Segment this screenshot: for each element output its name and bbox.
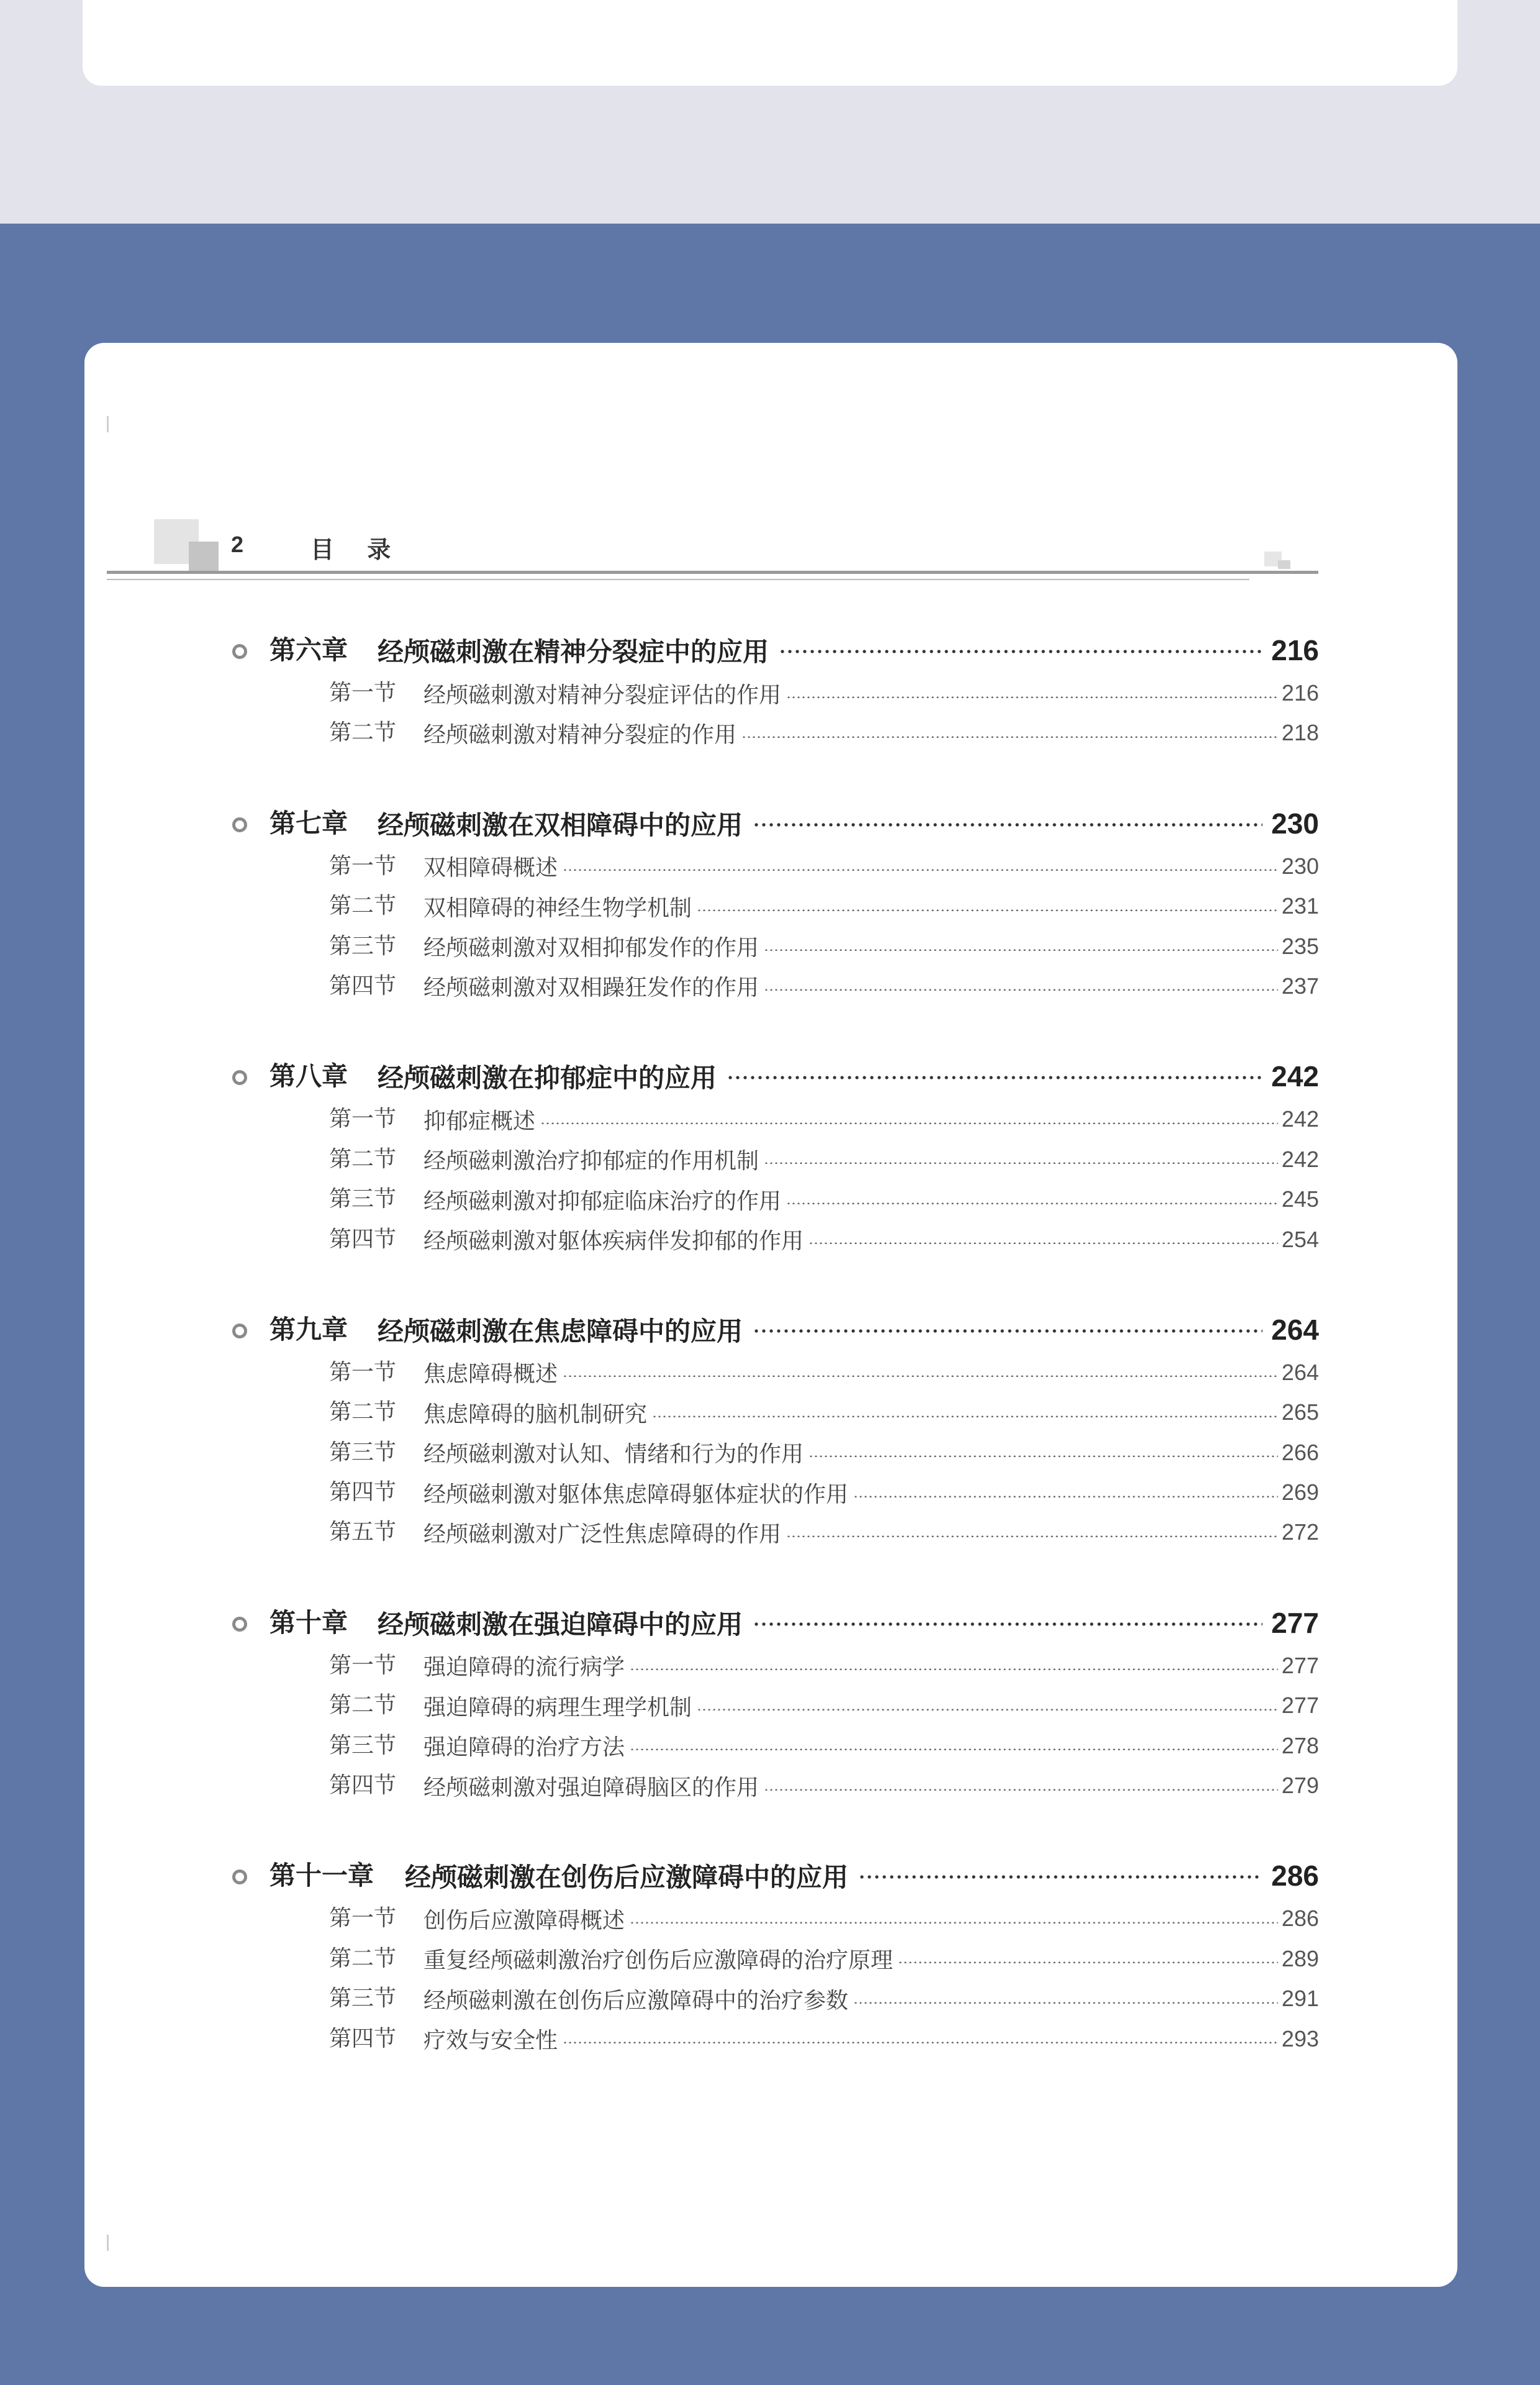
section-title: 经颅磁刺激对广泛性焦虑障碍的作用 <box>424 1521 782 1547</box>
chapter-heading-row[interactable] <box>233 1853 1319 1899</box>
section-title-line <box>424 2019 1319 2059</box>
section-number: 第一节 <box>329 1652 397 1678</box>
section-title: 疗效与安全性 <box>424 2028 558 2054</box>
section-row[interactable] <box>233 966 1319 1006</box>
section-title-line <box>424 1433 1319 1473</box>
section-title: 经颅磁刺激对双相抑郁发作的作用 <box>424 935 759 961</box>
section-row[interactable] <box>233 1686 1319 1725</box>
section-row[interactable] <box>233 1726 1319 1766</box>
section-dot-leader <box>853 2002 1278 2004</box>
section-number: 第四节 <box>329 973 397 999</box>
section-dot-leader <box>630 1922 1278 1924</box>
chapter-heading-row[interactable] <box>233 801 1319 847</box>
chapter-title-line <box>378 627 1319 673</box>
table-of-contents <box>233 627 1319 2106</box>
section-title-line <box>424 1899 1319 1938</box>
section-dot-leader <box>764 1789 1278 1791</box>
section-title: 经颅磁刺激在创伤后应激障碍中的治疗参数 <box>424 1988 849 2014</box>
section-number: 第三节 <box>329 1732 397 1758</box>
chapter-title-line <box>378 1600 1319 1646</box>
header-decor-right-small <box>1278 560 1290 569</box>
section-row[interactable] <box>233 927 1319 966</box>
section-dot-leader <box>741 736 1278 738</box>
section-row[interactable] <box>233 1220 1319 1260</box>
section-number: 第四节 <box>329 1479 397 1506</box>
section-row[interactable] <box>233 1766 1319 1806</box>
section-title-line <box>424 886 1319 926</box>
chapter-bullet-icon <box>232 1869 247 1884</box>
toc-chapter <box>233 1600 1319 1806</box>
section-number: 第三节 <box>329 1439 397 1465</box>
section-row[interactable] <box>233 1433 1319 1473</box>
chapter-number: 第十一章 <box>270 1860 374 1891</box>
section-row[interactable] <box>233 847 1319 886</box>
section-title-line <box>424 966 1319 1006</box>
section-title-line <box>424 1140 1319 1179</box>
section-dot-leader <box>786 1535 1278 1537</box>
section-row[interactable] <box>233 1899 1319 1938</box>
toc-chapter <box>233 1307 1319 1553</box>
section-dot-leader <box>764 1162 1278 1164</box>
section-dot-leader <box>540 1122 1278 1124</box>
section-title: 经颅磁刺激对躯体疾病伴发抑郁的作用 <box>424 1229 804 1255</box>
chapter-title: 经颅磁刺激在双相障碍中的应用 <box>378 809 743 840</box>
chapter-dot-leader <box>753 823 1262 827</box>
section-number: 第三节 <box>329 1986 397 2012</box>
section-dot-leader <box>764 949 1278 951</box>
section-page-number: 242 <box>1281 1106 1319 1132</box>
section-title: 双相障碍的神经生物学机制 <box>424 895 692 921</box>
section-page-number: 269 <box>1281 1479 1319 1506</box>
chapter-page-number: 230 <box>1271 807 1319 840</box>
chapter-title: 经颅磁刺激在焦虑障碍中的应用 <box>378 1315 743 1347</box>
chapter-number: 第九章 <box>270 1314 348 1345</box>
section-title: 强迫障碍的流行病学 <box>424 1655 625 1681</box>
chapter-number: 第十章 <box>270 1607 348 1638</box>
crop-mark-bottom <box>107 2235 109 2251</box>
crop-mark-top <box>107 416 109 432</box>
section-row[interactable] <box>233 673 1319 713</box>
section-title-line <box>424 1392 1319 1432</box>
section-page-number: 245 <box>1281 1186 1319 1212</box>
section-title: 经颅磁刺激对强迫障碍脑区的作用 <box>424 1774 759 1801</box>
section-title: 创伤后应激障碍概述 <box>424 1907 625 1933</box>
section-title: 经颅磁刺激对躯体焦虑障碍躯体症状的作用 <box>424 1481 849 1507</box>
section-title: 强迫障碍的病理生理学机制 <box>424 1694 692 1720</box>
section-number: 第一节 <box>329 853 397 879</box>
section-row[interactable] <box>233 713 1319 753</box>
chapter-page-number: 216 <box>1271 634 1319 666</box>
section-title-line <box>424 1686 1319 1725</box>
section-title-line <box>424 1220 1319 1260</box>
section-title: 焦虑障碍的脑机制研究 <box>424 1401 648 1427</box>
section-number: 第三节 <box>329 933 397 959</box>
chapter-title: 经颅磁刺激在创伤后应激障碍中的应用 <box>405 1862 849 1893</box>
toc-chapter <box>233 1853 1319 2059</box>
section-page-number: 218 <box>1281 720 1319 746</box>
section-dot-leader <box>764 989 1278 991</box>
chapter-page-number: 286 <box>1271 1860 1319 1892</box>
section-dot-leader <box>697 1709 1278 1710</box>
chapter-title-line <box>378 801 1319 847</box>
toc-chapter <box>233 627 1319 753</box>
section-title: 经颅磁刺激对精神分裂症评估的作用 <box>424 682 782 708</box>
section-row[interactable] <box>233 1353 1319 1392</box>
section-title-line <box>424 1726 1319 1766</box>
toc-chapter <box>233 1053 1319 1260</box>
section-number: 第二节 <box>329 893 397 919</box>
section-title-line <box>424 673 1319 713</box>
chapter-number: 第六章 <box>270 635 348 665</box>
chapter-bullet-icon <box>232 817 247 832</box>
running-header-title: 目 录 <box>310 536 404 563</box>
section-row[interactable] <box>233 1473 1319 1512</box>
chapter-heading-row[interactable] <box>233 1600 1319 1646</box>
section-title-line <box>424 713 1319 753</box>
section-title-line <box>424 927 1319 966</box>
section-page-number: 277 <box>1281 1692 1319 1719</box>
header-decor-square-dark <box>189 542 219 571</box>
section-dot-leader <box>808 1242 1278 1244</box>
chapter-number: 第七章 <box>270 807 348 838</box>
section-title: 强迫障碍的治疗方法 <box>424 1735 625 1761</box>
section-dot-leader <box>808 1455 1278 1457</box>
section-title: 经颅磁刺激对抑郁症临床治疗的作用 <box>424 1188 782 1214</box>
chapter-title: 经颅磁刺激在精神分裂症中的应用 <box>378 637 769 667</box>
section-dot-leader <box>786 696 1278 698</box>
chapter-title-line <box>378 1307 1319 1353</box>
section-title-line <box>424 1939 1319 1979</box>
section-page-number: 230 <box>1281 853 1319 879</box>
section-dot-leader <box>786 1202 1278 1204</box>
section-title-line <box>424 1979 1319 2019</box>
chapter-dot-leader <box>753 1329 1262 1333</box>
section-title-line <box>424 847 1319 886</box>
section-row[interactable] <box>233 1646 1319 1686</box>
chapter-heading-row[interactable] <box>233 627 1319 673</box>
section-row[interactable] <box>233 1099 1319 1139</box>
section-row[interactable] <box>233 1179 1319 1219</box>
section-row[interactable] <box>233 2019 1319 2059</box>
section-page-number: 272 <box>1281 1519 1319 1545</box>
section-page-number: 242 <box>1281 1146 1319 1172</box>
section-page-number: 216 <box>1281 680 1319 706</box>
chapter-bullet-icon <box>232 1070 247 1085</box>
chapter-title: 经颅磁刺激在抑郁症中的应用 <box>378 1063 717 1094</box>
section-dot-leader <box>652 1415 1278 1417</box>
section-number: 第二节 <box>329 1692 397 1719</box>
chapter-dot-leader <box>753 1622 1262 1626</box>
section-title-line <box>424 1512 1319 1552</box>
section-title: 经颅磁刺激对精神分裂症的作用 <box>424 722 737 748</box>
section-dot-leader <box>563 2042 1278 2043</box>
section-page-number: 264 <box>1281 1359 1319 1385</box>
chapter-page-number: 242 <box>1271 1060 1319 1093</box>
section-title-line <box>424 1766 1319 1806</box>
section-title: 经颅磁刺激对双相躁狂发作的作用 <box>424 975 759 1001</box>
header-rule-thin <box>107 579 1249 580</box>
section-title-line <box>424 1646 1319 1686</box>
section-title: 双相障碍概述 <box>424 855 558 881</box>
section-title: 经颅磁刺激对认知、情绪和行为的作用 <box>424 1442 804 1468</box>
section-title-line <box>424 1473 1319 1512</box>
section-title: 焦虑障碍概述 <box>424 1361 558 1388</box>
chapter-title-line <box>405 1853 1319 1899</box>
section-dot-leader <box>563 1375 1278 1377</box>
section-number: 第五节 <box>329 1519 397 1545</box>
section-dot-leader <box>898 1961 1278 1963</box>
section-title-line <box>424 1179 1319 1219</box>
chapter-dot-leader <box>727 1076 1262 1079</box>
section-page-number: 235 <box>1281 933 1319 959</box>
chapter-bullet-icon <box>232 1324 247 1338</box>
section-number: 第三节 <box>329 1186 397 1212</box>
section-dot-leader <box>630 1668 1278 1670</box>
section-row[interactable] <box>233 1512 1319 1552</box>
section-page-number: 293 <box>1281 2025 1319 2051</box>
section-title: 抑郁症概述 <box>424 1108 536 1134</box>
section-title: 重复经颅磁刺激治疗创伤后应激障碍的治疗原理 <box>424 1948 894 1974</box>
section-row[interactable] <box>233 1392 1319 1432</box>
section-row[interactable] <box>233 886 1319 926</box>
chapter-page-number: 277 <box>1271 1606 1319 1639</box>
section-title-line <box>424 1099 1319 1139</box>
section-page-number: 278 <box>1281 1732 1319 1758</box>
section-number: 第一节 <box>329 1106 397 1132</box>
section-number: 第二节 <box>329 1399 397 1425</box>
section-dot-leader <box>630 1748 1278 1750</box>
section-title: 经颅磁刺激治疗抑郁症的作用机制 <box>424 1148 759 1174</box>
section-number: 第一节 <box>329 1906 397 1932</box>
page-number: 2 <box>231 532 244 557</box>
section-number: 第一节 <box>329 1359 397 1385</box>
chapter-bullet-icon <box>232 1617 247 1632</box>
section-number: 第二节 <box>329 1945 397 1971</box>
chapter-title-line <box>378 1053 1319 1099</box>
chapter-heading-row[interactable] <box>233 1307 1319 1353</box>
section-dot-leader <box>853 1496 1278 1497</box>
section-number: 第四节 <box>329 2025 397 2051</box>
section-number: 第二节 <box>329 720 397 746</box>
section-number: 第四节 <box>329 1226 397 1252</box>
chapter-heading-row[interactable] <box>233 1053 1319 1099</box>
toc-chapter <box>233 801 1319 1007</box>
section-page-number: 289 <box>1281 1945 1319 1971</box>
section-number: 第二节 <box>329 1146 397 1172</box>
section-title-line <box>424 1353 1319 1392</box>
section-dot-leader <box>697 909 1278 911</box>
chapter-bullet-icon <box>232 644 247 659</box>
section-page-number: 231 <box>1281 893 1319 919</box>
section-page-number: 265 <box>1281 1399 1319 1425</box>
section-page-number: 266 <box>1281 1439 1319 1465</box>
section-number: 第四节 <box>329 1773 397 1799</box>
chapter-number: 第八章 <box>270 1061 348 1092</box>
chapter-title: 经颅磁刺激在强迫障碍中的应用 <box>378 1609 743 1640</box>
header-rule <box>107 571 1318 574</box>
chapter-dot-leader <box>779 650 1262 653</box>
section-page-number: 254 <box>1281 1226 1319 1252</box>
chapter-page-number: 264 <box>1271 1313 1319 1346</box>
section-page-number: 237 <box>1281 973 1319 999</box>
section-row[interactable] <box>233 1939 1319 1979</box>
section-page-number: 291 <box>1281 1986 1319 2012</box>
section-row[interactable] <box>233 1979 1319 2019</box>
section-number: 第一节 <box>329 680 397 706</box>
chapter-dot-leader <box>858 1875 1262 1879</box>
section-page-number: 277 <box>1281 1652 1319 1678</box>
section-page-number: 286 <box>1281 1906 1319 1932</box>
section-row[interactable] <box>233 1140 1319 1179</box>
previous-page-card <box>83 0 1457 86</box>
section-dot-leader <box>563 869 1278 871</box>
section-page-number: 279 <box>1281 1773 1319 1799</box>
